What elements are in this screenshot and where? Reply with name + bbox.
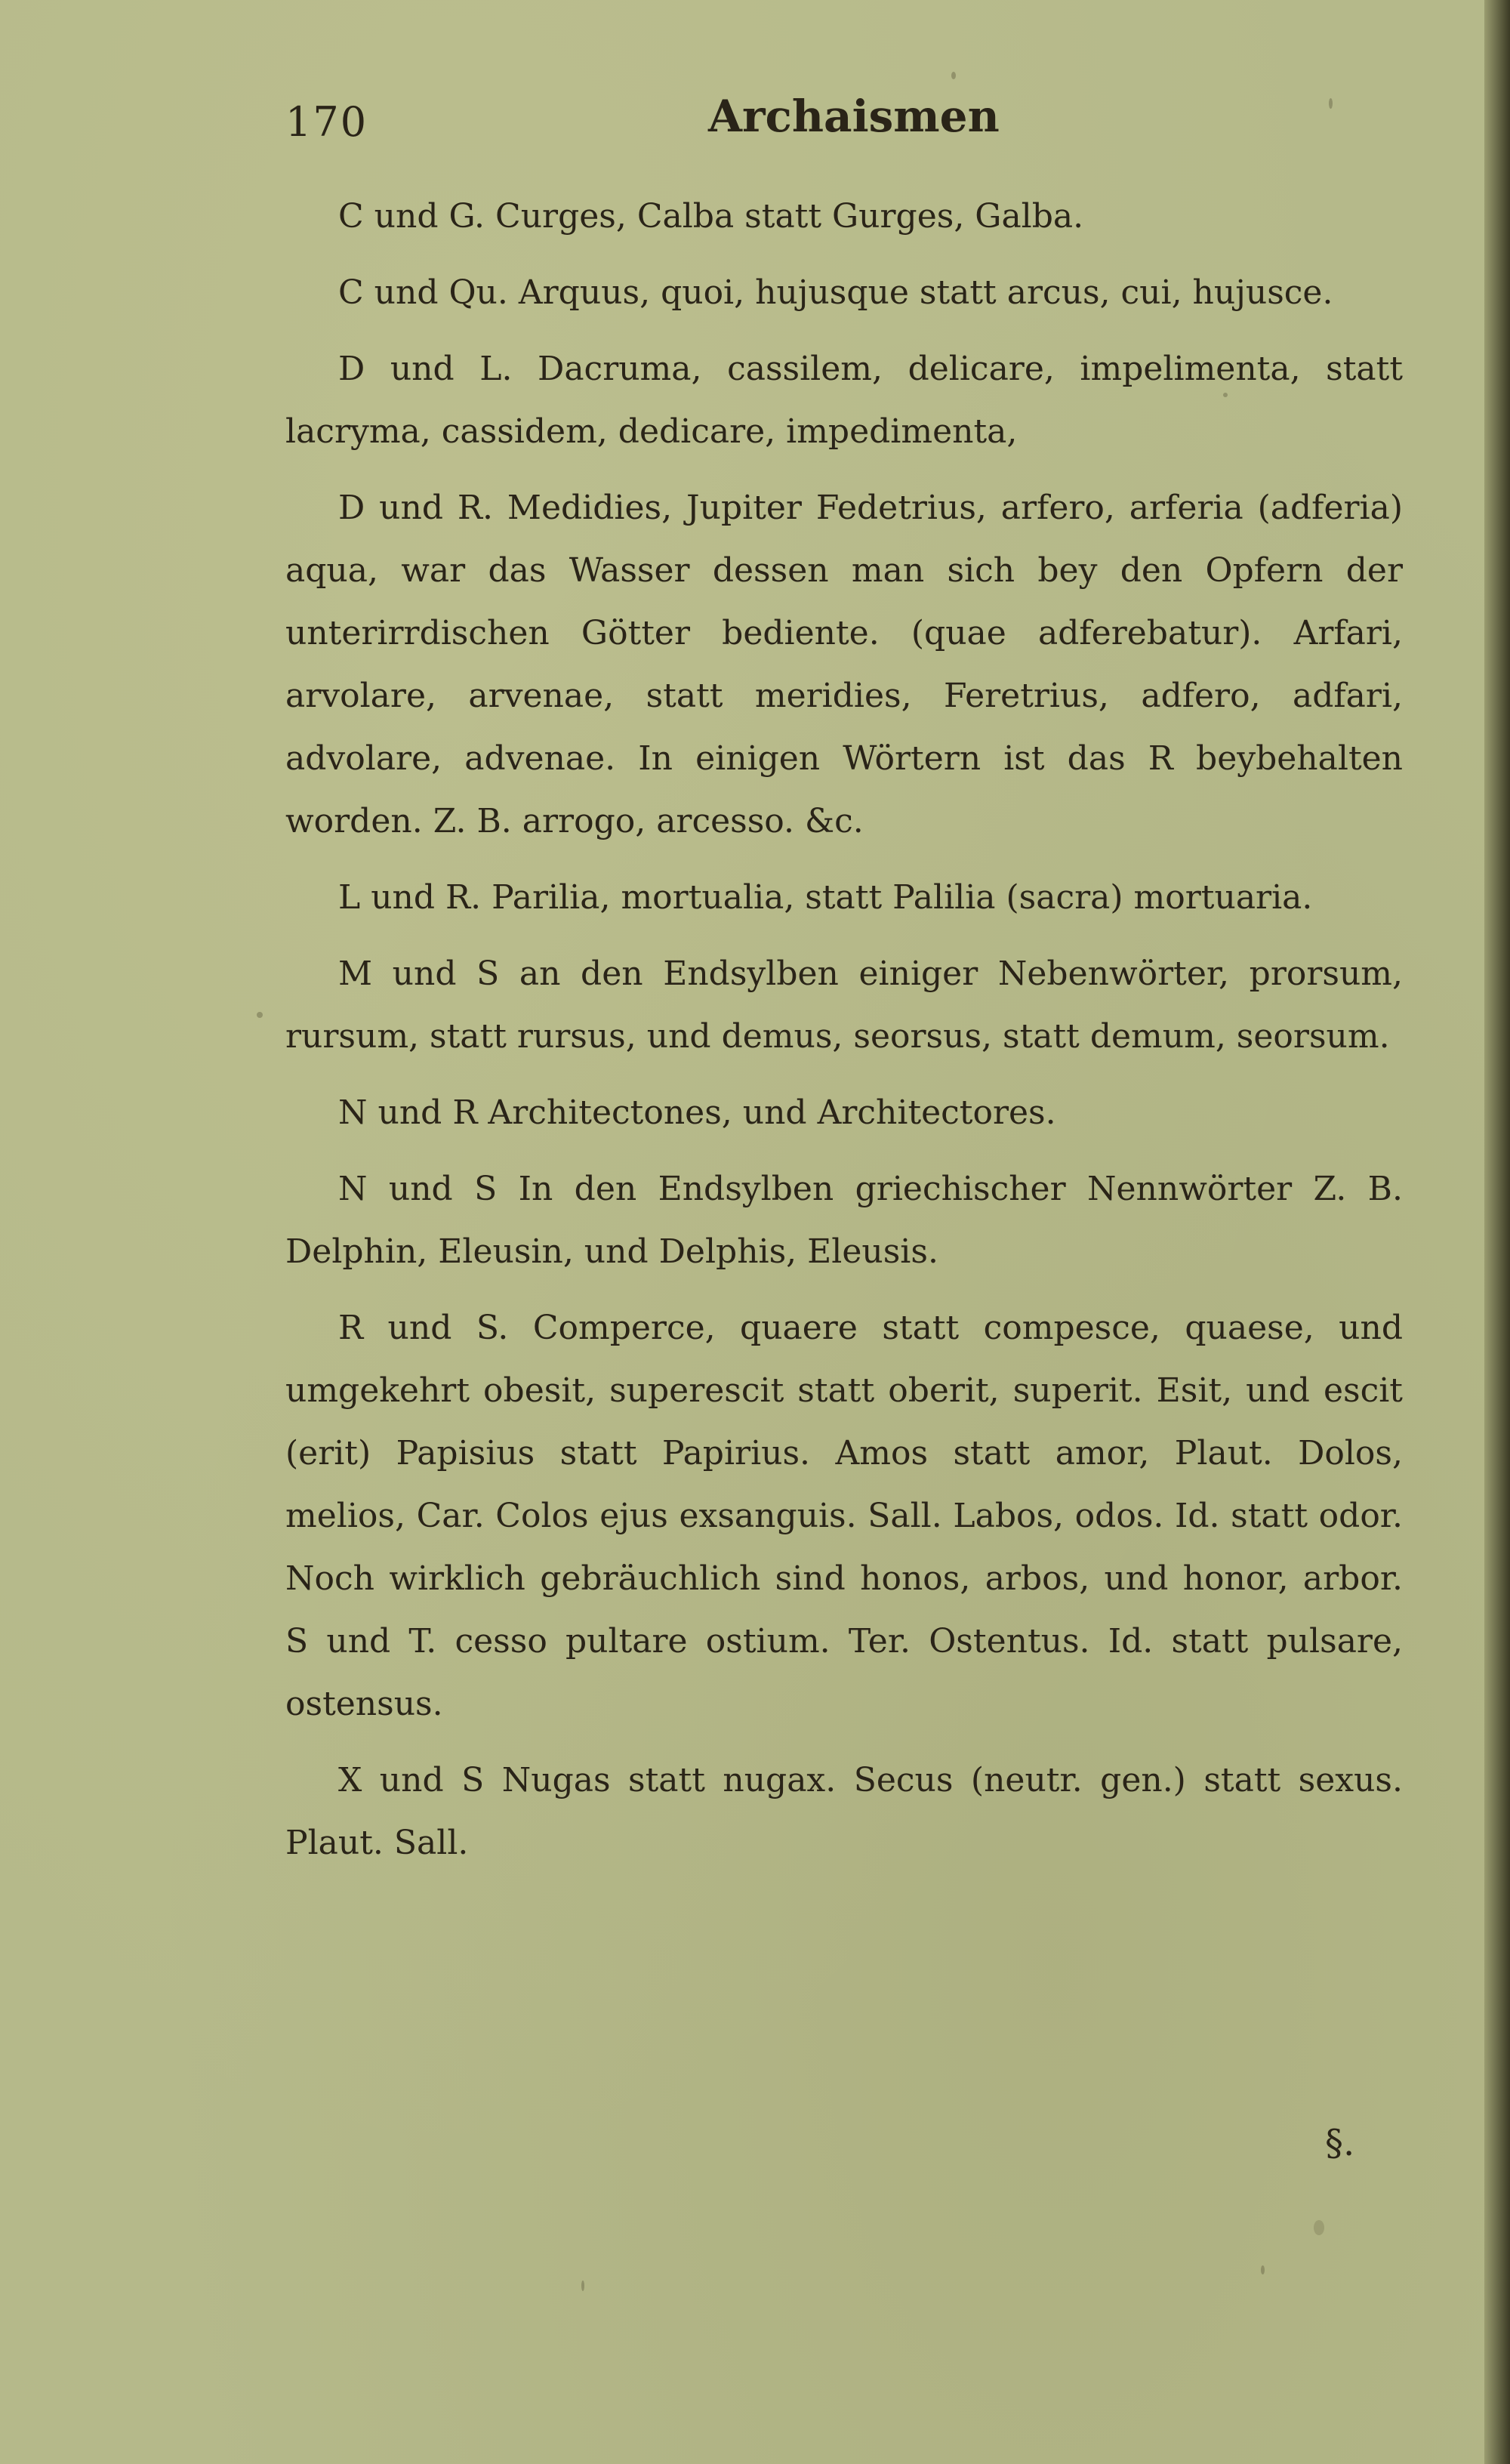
entry-n-r: N und R Architectones, und Architectores. (338, 1093, 1056, 1132)
paper-speck (257, 1012, 263, 1018)
page-number: 170 (285, 98, 368, 146)
entry-x-s: X und S Nugas statt nugax. Secus (neutr. gen.) statt sexus. Plaut. Sall. (285, 1761, 1403, 1862)
paper-speck (1329, 98, 1333, 109)
entry-d-r: D und R. Medidies, Jupiter Fedetrius, arfero, arferia (adferia) aqua, war das Wasser dessen man sich bey den Opfern der unterirrdischen Götter bediente. (quae adferebatur). Arfari, arvolare, arvenae, statt meridies, Feretrius, adfero, adfari, advolare, advenae. In einigen Wörtern ist das R beybehalten worden. Z. B. arrogo, arcesso. &c. (285, 489, 1403, 840)
catchword: §. (1325, 2122, 1355, 2164)
page-header (285, 91, 1373, 159)
running-head: Archaismen (708, 91, 1000, 142)
text-body (285, 185, 1403, 1888)
entry-m-s: M und S an den Endsylben einiger Nebenwörter, prorsum, rursum, statt rursus, und demus, seorsus, statt demum, seorsum. (285, 954, 1403, 1056)
entry-r-s: R und S. Comperce, quaere statt compesce, quaese, und umgekehrt obesit, superescit statt oberit, superit. Esit, und escit (erit) Papisius statt Papirius. Amos statt amor, Plaut. Dolos, melios, Car. Colos ejus exsanguis. Sall. Labos, odos. Id. statt odor. Noch wirklich gebräuchlich sind honos, arbos, und honor, arbor. S und T. cesso pultare ostium. Ter. Ostentus. Id. statt pulsare, ostensus. (285, 1309, 1403, 1723)
entry-c-g: C und G. Curges, Calba statt Gurges, Galba. (338, 197, 1084, 236)
paper-speck (1223, 393, 1228, 397)
page-edge-shadow (1484, 0, 1510, 2464)
entry-c-qu: C und Qu. Arquus, quoi, hujusque statt arcus, cui, hujusce. (338, 273, 1333, 312)
entry-d-l: D und L. Dacruma, cassilem, delicare, impelimenta, statt lacryma, cassidem, dedicare, impedimenta, (285, 350, 1403, 451)
paper-speck (1314, 2220, 1324, 2235)
entry-l-r: L und R. Parilia, mortualia, statt Palilia (sacra) mortuaria. (338, 878, 1313, 917)
paper-speck (1261, 2265, 1265, 2274)
entry-n-s: N und S In den Endsylben griechischer Nennwörter Z. B. Delphin, Eleusin, und Delphis, Eleusis. (285, 1170, 1403, 1271)
paper-speck (951, 72, 956, 79)
paper-speck (581, 2281, 584, 2291)
